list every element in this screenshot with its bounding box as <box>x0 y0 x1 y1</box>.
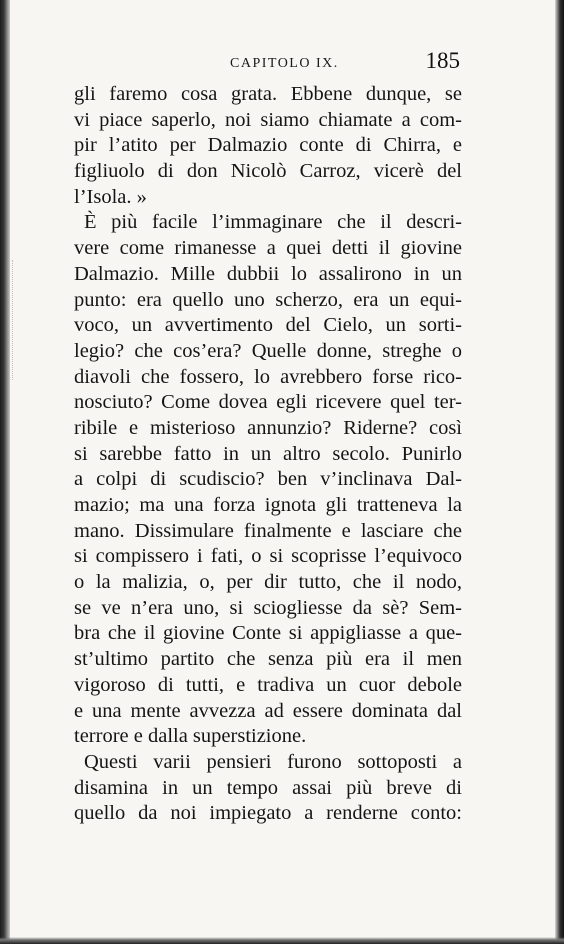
running-title: CAPITOLO IX. <box>230 56 339 71</box>
paper-mark <box>12 260 53 380</box>
text-line: nosciuto? Come dovea egli ricevere quel ter- <box>74 391 462 414</box>
text-line: si compissero i fati, o si scoprisse l’equivoco <box>74 545 462 568</box>
body-text <box>74 82 462 827</box>
text-line: o la malizia, o, per dir tutto, che il nodo, <box>74 571 462 594</box>
paragraph-first-line: Questi varii pensieri furono sottoposti a <box>84 750 462 773</box>
page-left-edge <box>0 0 10 944</box>
text-line: legio? che cos’era? Quelle donne, streghe o <box>74 339 462 362</box>
page-right-edge <box>555 0 564 944</box>
text-line: bra che il giovine Conte si appigliasse a que- <box>74 622 462 645</box>
text-line: pir l’atito per Dalmazio conte di Chirra, e <box>74 134 462 157</box>
text-line: gli faremo cosa grata. Ebbene dunque, se <box>74 83 462 105</box>
text-line: mano. Dissimulare finalmente e lasciare che <box>74 519 462 542</box>
text-line: l’Isola. » <box>74 185 147 208</box>
text-line: e una mente avvezza ad essere dominata dal <box>74 699 462 722</box>
text-line: mazio; ma una forza ignota gli tratteneva la <box>74 494 462 516</box>
text-line: Dalmazio. Mille dubbii lo assalirono in un <box>74 262 462 285</box>
text-line: punto: era quello uno scherzo, era un equi- <box>74 288 462 311</box>
text-line: vigoroso di tutti, e tradiva un cuor debole <box>74 673 462 696</box>
text-line: st’ultimo partito che senza più era il men <box>74 648 462 671</box>
page-number: 185 <box>425 48 460 73</box>
text-line: figliuolo di don Nicolò Carroz, vicerè del <box>74 160 462 183</box>
text-line: vi piace saperlo, noi siamo chiamate a com- <box>74 108 462 131</box>
text-line: disamina in un tempo assai più breve di <box>74 776 462 799</box>
paragraph-first-line: È più facile l’immaginare che il descri- <box>84 211 462 234</box>
page-bottom-edge <box>0 937 564 944</box>
text-line: si sarebbe fatto in un altro secolo. Punirlo <box>74 442 462 465</box>
text-line: vere come rimanesse a quei detti il giovine <box>74 237 462 260</box>
text-line: terrore e dalla superstizione. <box>74 725 307 748</box>
text-line: a colpi di scudiscio? ben v’inclinava Dal- <box>74 468 462 491</box>
text-line: se ve n’era uno, si sciogliesse da sè? Sem- <box>74 596 462 619</box>
text-line: diavoli che fossero, lo avrebbero forse rico- <box>74 365 462 388</box>
text-line: ribile e misterioso annunzio? Riderne? così <box>74 416 462 439</box>
page-header <box>76 48 460 82</box>
text-line: quello da noi impiegato a renderne conto: <box>74 802 462 825</box>
text-line: voco, un avvertimento del Cielo, un sorti- <box>74 314 462 337</box>
